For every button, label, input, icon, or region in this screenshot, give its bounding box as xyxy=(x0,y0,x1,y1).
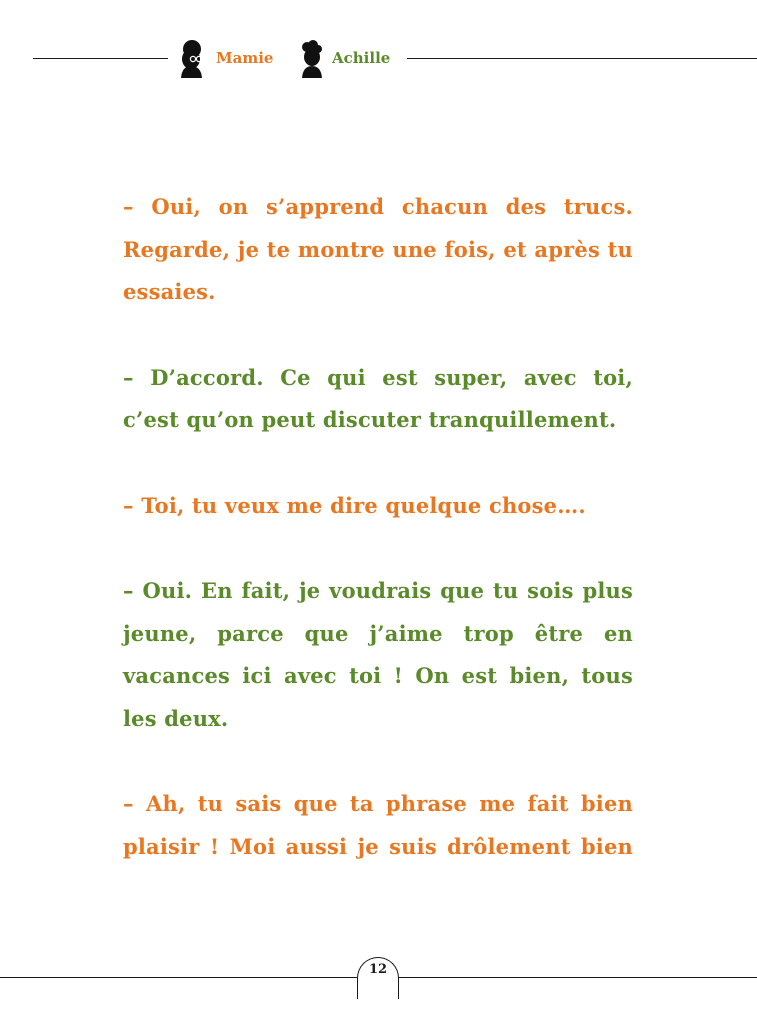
dialogue-body xyxy=(123,186,633,911)
character-name-mamie: Mamie xyxy=(216,49,274,67)
page-number: 12 xyxy=(368,962,388,977)
page-header xyxy=(0,0,757,100)
dialogue-line-mamie: – Ah, tu sais que ta phrase me fait bien plaisir ! Moi aussi je suis drôlement bien xyxy=(123,791,633,859)
character-mamie xyxy=(178,38,273,78)
page-tab-cover xyxy=(358,977,398,979)
dialogue-line-achille: – Oui. En fait, je voudrais que tu sois plus jeune, parce que j’aime trop être en vacances ici avec toi ! On est bien, tous les deux. xyxy=(123,578,633,731)
character-name-achille: Achille xyxy=(332,49,391,67)
header-rule-right xyxy=(407,58,757,59)
dialogue-line-mamie: – Toi, tu veux me dire quelque chose…. xyxy=(123,492,586,518)
header-rule-left xyxy=(33,58,168,59)
dialogue-line-mamie: – Oui, on s’apprend chacun des trucs. Regarde, je te montre une fois, et après tu essaies. xyxy=(123,194,633,304)
character-achille xyxy=(298,38,390,78)
dialogue-line-achille: – D’accord. Ce qui est super, avec toi, c’est qu’on peut discuter tranquillement. xyxy=(123,364,633,432)
boy-silhouette-icon xyxy=(298,38,326,78)
grandmother-silhouette-icon xyxy=(178,38,210,78)
